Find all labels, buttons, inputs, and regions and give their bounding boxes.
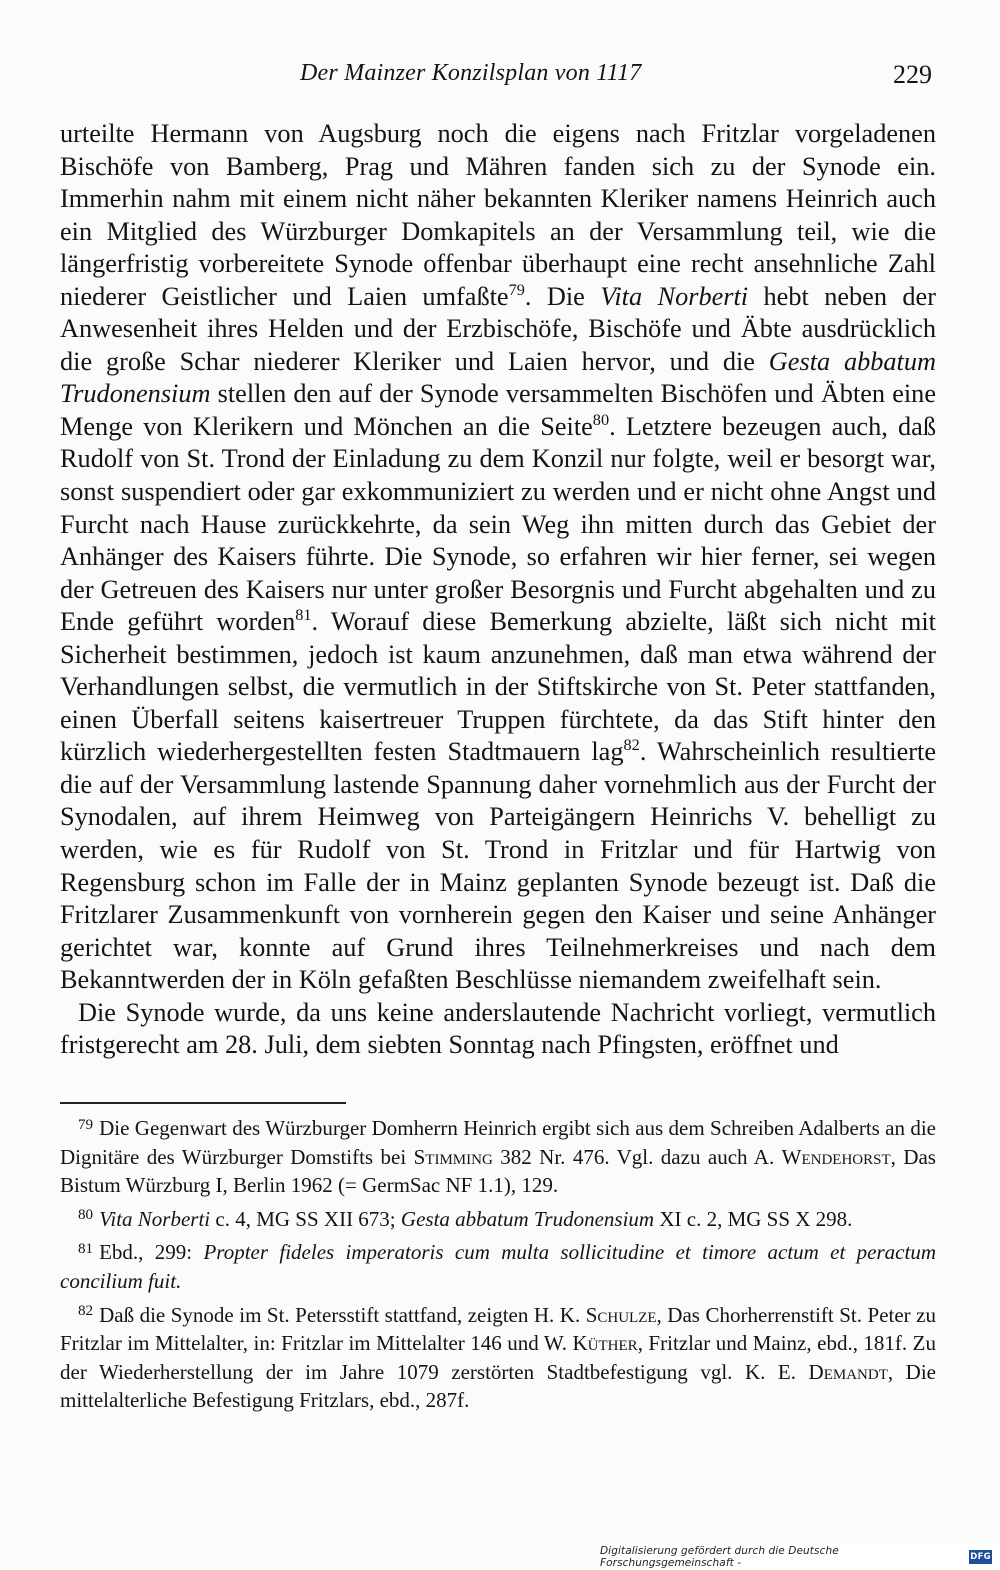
- paragraph-2: Die Synode wurde, da uns keine anderslautende Nachricht vorliegt, vermutlich fristgerecht am 28. Juli, dem siebten Sonntag nach Pfingsten, eröffnet und: [60, 997, 936, 1060]
- dfg-logo[interactable]: DFG: [970, 1552, 991, 1562]
- author-name: Stimming: [413, 1144, 493, 1169]
- footnote-ref-79[interactable]: 79: [508, 279, 525, 299]
- footnotes: [60, 1114, 936, 1420]
- text-run: , Das Bistum Würzburg I, Berlin 1962 (= GermSac NF 1.1), 129.: [60, 1144, 936, 1198]
- page-number: 229: [893, 60, 932, 89]
- author-name: Schulze: [585, 1302, 657, 1327]
- main-text: [60, 118, 936, 1062]
- footnote-81: 81 Ebd., 299: Propter fideles imperatoris cum multa sollicitudine et timore actum et peractum concilium fuit.: [60, 1240, 936, 1293]
- footnote-ref-80[interactable]: 80: [592, 409, 610, 429]
- text-run: , Fritzlar und Mainz, ebd., 181f. Zu der Wiederherstellung der im Jahre 1079 zerstörten Stadtbefestigung vgl. K. E.: [60, 1331, 936, 1384]
- running-head: [0, 60, 1000, 94]
- author-name: Demandt: [808, 1359, 888, 1384]
- running-title: Der Mainzer Konzilsplan von 1117: [300, 60, 642, 86]
- text-run: Daß die Synode im St. Petersstift stattfand, zeigten H. K.: [99, 1302, 586, 1327]
- digitization-credit: Digitalisierung gefördert durch die Deutsche Forschungsgemeinschaft -: [600, 1545, 839, 1569]
- text-run: 382 Nr. 476. Vgl. dazu auch A.: [492, 1144, 782, 1169]
- text-run: , Die mittelalterliche Befestigung Fritzlars, ebd., 287f.: [60, 1359, 936, 1413]
- text-run: . Worauf diese Bemerkung abzielte, läßt sich nicht mit Sicherheit bestimmen, jedoch ist kaum anzunehmen, daß man etwa während der Verhandlungen selbst, die vermutlich in der Stiftskirche von St. Peter stattfanden, einen Überfall seitens kaisertreuer Truppen fürchtete, da das Stift hinter den kürzlich wiederhergestellten festen Stadtmauern lag: [60, 607, 936, 767]
- text-run: . Letztere bezeugen auch, daß Rudolf von St. Trond der Einladung zu dem Konzil nur folgte, weil er besorgt war, sonst suspendiert oder gar exkommuniziert zu werden und er nicht ohne Angst und Furcht nach Hause zurückkehrte, da sein Weg ihn mitten durch das Gebiet der Anhänger des Kaisers führte. Die Synode, so erfahren wir hier ferner, sei wegen der Getreuen des Kaisers nur unter großer Besorgnis und Furcht abgehalten und zu Ende geführt worden: [60, 411, 936, 637]
- text-run: . Wahrscheinlich resultierte die auf der Versammlung lastende Spannung daher vornehmlich aus der Furcht der Synodalen, auf ihrem Heimweg von Parteigängern Heinrichs V. behelligt zu werden, wie es für Rudolf von St. Trond in Fritzlar und für Hartwig von Regensburg schon im Falle der in Mainz geplanten Synode bezeugt ist. Daß die Fritzlarer Zusammenkunft von vornherein gegen den Kaiser und seine Anhänger gerichtet war, konnte auf Grund ihres Teilnehmerkreises und nach dem Bekanntwerden der in Köln gefaßten Beschlüsse niemandem zweifelhaft sein.: [60, 737, 937, 995]
- author-name: Küther: [572, 1331, 638, 1356]
- italic-title: Gesta abbatum Trudonensium: [60, 346, 937, 409]
- text-run: , Das Chorherrenstift St. Peter zu Fritzlar im Mittelalter, in: Fritzlar im Mittelalter 146 und W.: [60, 1302, 936, 1356]
- latin-quote: Propter fideles imperatoris cum multa sollicitudine et timore actum et peractum concilium fuit.: [60, 1240, 936, 1293]
- paragraph-1: [60, 118, 936, 997]
- text-run: stellen den auf der Synode versammelten Bischöfen und Äbten eine Menge von Klerikern und Mönchen an die Seite: [60, 379, 936, 441]
- text-run: c. 4, MG SS XII 673;: [210, 1206, 401, 1231]
- author-name: Wendehorst: [781, 1144, 891, 1169]
- footnote-80: 80 Vita Norberti c. 4, MG SS XII 673; Gesta abbatum Trudonensium XI c. 2, MG SS X 298.: [78, 1206, 853, 1231]
- footnote-ref-82[interactable]: 82: [623, 735, 640, 755]
- footnote-79: 79 Die Gegenwart des Würzburger Domherrn Heinrich ergibt sich aus dem Schreiben Adalberts an die Dignitäre des Würzburger Domstifts bei Stimming 382 Nr. 476. Vgl. dazu auch A. Wendehorst, Das Bistum Würzburg I, Berlin 1962 (= GermSac NF 1.1), 129.: [60, 1116, 936, 1198]
- footnote-ref-81[interactable]: 81: [295, 605, 312, 625]
- text-run: . Die: [524, 281, 601, 311]
- footnote-82: 82 Daß die Synode im St. Petersstift stattfand, zeigten H. K. Schulze, Das Chorherrenstift St. Peter zu Fritzlar im Mittelalter, in: Fritzlar im Mittelalter 146 und W. Küther, Fritzlar und Mainz, ebd., 181f. Zu der Wiederherstellung der im Jahre 1079 zerstörten Stadtbefestigung vgl. K. E. Demandt, Die mittelalterliche Befestigung Fritzlars, ebd., 287f.: [60, 1302, 936, 1413]
- text-run: Die Gegenwart des Würzburger Domherrn Heinrich ergibt sich aus dem Schreiben Adalberts an die Dignitäre des Würzburger Domstifts bei: [60, 1116, 936, 1169]
- text-run: Ebd., 299:: [99, 1240, 204, 1265]
- text-run: hebt neben der Anwesenheit ihres Helden und der Erzbischöfe, Bischöfe und Äbte ausdrücklich die große Schar niederer Kleriker und Laien hervor, und die: [60, 281, 936, 376]
- italic-title: Vita Norberti: [600, 281, 749, 311]
- text-run: XI c. 2, MG SS X 298.: [654, 1206, 853, 1231]
- footnote-divider: [60, 1102, 346, 1104]
- text-run: urteilte Hermann von Augsburg noch die eigens nach Fritzlar vorgeladenen Bischöfe von Bamberg, Prag und Mähren fanden sich zu der Synode ein. Immerhin nahm mit einem nicht näher bekannten Kleriker namens Heinrich auch ein Mitglied des Würzburger Domkapitels an der Versammlung teil, wie die längerfristig vorbereitete Synode offenbar überhaupt eine recht ansehnliche Zahl niederer Geistlicher und Laien umfaßte: [60, 119, 936, 311]
- italic-title: Gesta abbatum Trudonensium: [400, 1206, 655, 1231]
- italic-title: Vita Norberti: [99, 1206, 211, 1231]
- digitization-credit-bar: [600, 1544, 1000, 1570]
